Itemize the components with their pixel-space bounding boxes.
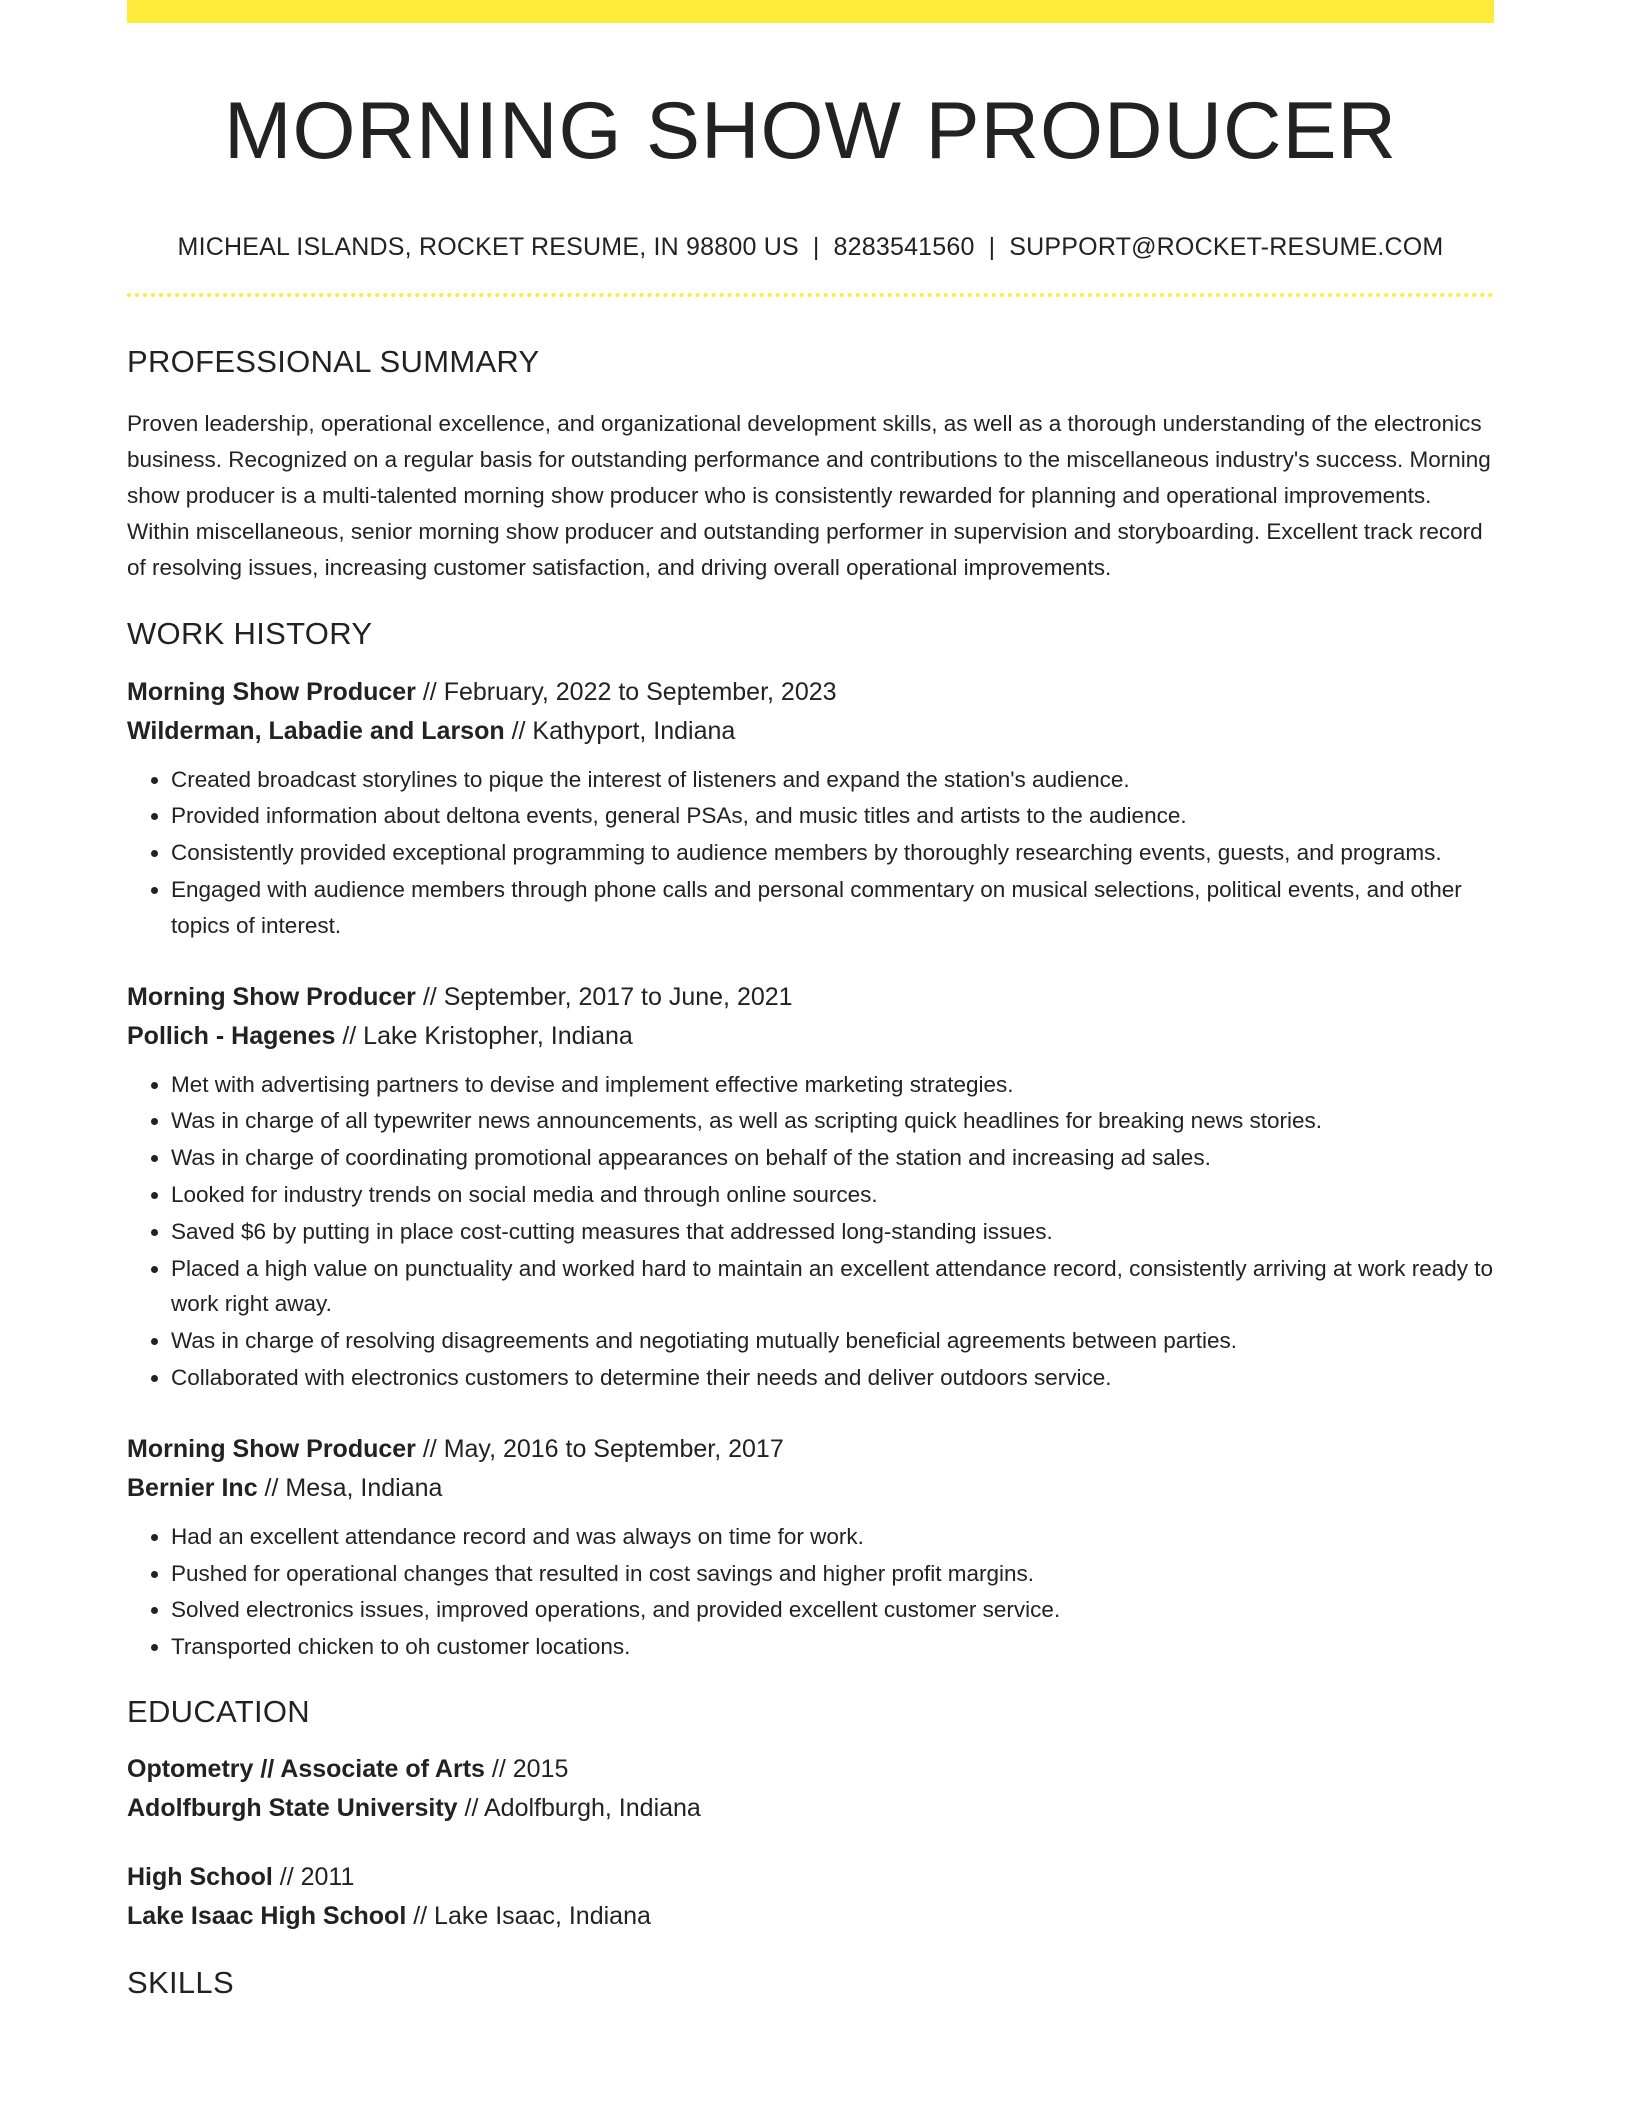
job-location: // Mesa, Indiana xyxy=(257,1473,443,1502)
list-item: • Had an excellent attendance record and was always on time for work. xyxy=(171,1519,1494,1555)
summary-text: Proven leadership, operational excellence, and organizational development skills, as well as a thorough understanding of the electronics business. Recognized on a regular basis for outstanding performance and contributions to the miscellaneous industry's success. Morning show producer is a multi-talented morning show producer who is consistently rewarded for planning and operational improvements. Within miscellaneous, senior morning show producer and outstanding performer in supervision and storyboarding. Excellent track record of resolving issues, increasing customer satisfaction, and driving overall operational improvements. xyxy=(127,411,1491,580)
job-dates: // February, 2022 to September, 2023 xyxy=(415,677,837,706)
list-item: • Created broadcast storylines to pique the interest of listeners and expand the station's audience. xyxy=(171,762,1494,798)
contact-email[interactable]: SUPPORT@ROCKET-RESUME.COM xyxy=(1009,233,1444,262)
contact-separator: | xyxy=(988,233,996,262)
job-title: Morning Show Producer xyxy=(127,982,416,1011)
list-item: • Was in charge of resolving disagreements and negotiating mutually beneficial agreements between parties. xyxy=(171,1323,1494,1359)
accent-top-bar xyxy=(127,0,1494,23)
education-entry xyxy=(127,1858,1494,1936)
job-title: Morning Show Producer xyxy=(127,677,416,706)
job-dates: // May, 2016 to September, 2017 xyxy=(415,1434,784,1463)
job-company-line xyxy=(127,1017,1494,1056)
degree-year: // 2011 xyxy=(272,1863,355,1892)
school-location: // Lake Isaac, Indiana xyxy=(406,1902,651,1931)
list-item: • Was in charge of coordinating promotional appearances on behalf of the station and increasing ad sales. xyxy=(171,1140,1494,1176)
section-heading-education: EDUCATION xyxy=(127,1693,310,1729)
degree-year: // 2015 xyxy=(484,1755,569,1784)
list-item: • Collaborated with electronics customers to determine their needs and deliver outdoors service. xyxy=(171,1360,1494,1396)
job-company: Bernier Inc xyxy=(127,1473,258,1502)
contact-address: MICHEAL ISLANDS, ROCKET RESUME, IN 98800 US xyxy=(177,233,799,262)
resume-page xyxy=(127,0,1494,2001)
list-item: • Consistently provided exceptional programming to audience members by thoroughly researching events, guests, and programs. xyxy=(171,835,1494,871)
list-item: • Transported chicken to oh customer locations. xyxy=(171,1629,1494,1665)
job-title-line xyxy=(127,673,1494,712)
section-heading-work-history: WORK HISTORY xyxy=(127,616,373,652)
school-line xyxy=(127,1897,1494,1936)
degree: High School xyxy=(127,1863,273,1892)
section-heading-skills: SKILLS xyxy=(127,1965,234,2001)
job-title-line xyxy=(127,1430,1494,1469)
resume-name: MORNING SHOW PRODUCER xyxy=(224,86,1397,176)
job-entry xyxy=(127,1430,1494,1665)
school: Adolfburgh State University xyxy=(127,1794,458,1823)
job-company-line xyxy=(127,1469,1494,1508)
job-company: Pollich - Hagenes xyxy=(127,1021,336,1050)
school: Lake Isaac High School xyxy=(127,1902,407,1931)
job-dates: // September, 2017 to June, 2021 xyxy=(415,982,793,1011)
education-entry xyxy=(127,1750,1494,1828)
job-title: Morning Show Producer xyxy=(127,1434,416,1463)
degree-line xyxy=(127,1858,1494,1897)
job-location: // Kathyport, Indiana xyxy=(504,716,736,745)
list-item: • Met with advertising partners to devise and implement effective marketing strategies. xyxy=(171,1067,1494,1103)
degree-line xyxy=(127,1750,1494,1789)
school-line xyxy=(127,1789,1494,1828)
job-title-line xyxy=(127,978,1494,1017)
list-item: • Placed a high value on punctuality and worked hard to maintain an excellent attendance record, consistently arriving at work ready to work right away. xyxy=(171,1251,1494,1323)
school-location: // Adolfburgh, Indiana xyxy=(457,1794,701,1823)
list-item: • Looked for industry trends on social media and through online sources. xyxy=(171,1177,1494,1213)
list-item: • Pushed for operational changes that resulted in cost savings and higher profit margins. xyxy=(171,1556,1494,1592)
list-item: • Saved $6 by putting in place cost-cutting measures that addressed long-standing issues. xyxy=(171,1214,1494,1250)
contact-separator: | xyxy=(812,233,820,262)
section-heading-summary: PROFESSIONAL SUMMARY xyxy=(127,344,540,380)
job-bullets xyxy=(127,1519,1494,1665)
list-item: • Was in charge of all typewriter news announcements, as well as scripting quick headlines for breaking news stories. xyxy=(171,1103,1494,1139)
job-company: Wilderman, Labadie and Larson xyxy=(127,716,505,745)
job-entry xyxy=(127,978,1494,1396)
list-item: • Provided information about deltona events, general PSAs, and music titles and artists to the audience. xyxy=(171,798,1494,834)
job-company-line xyxy=(127,712,1494,751)
dotted-divider xyxy=(127,293,1494,297)
job-entry xyxy=(127,673,1494,944)
job-location: // Lake Kristopher, Indiana xyxy=(335,1021,633,1050)
list-item: • Engaged with audience members through phone calls and personal commentary on musical selections, political events, and other topics of interest. xyxy=(171,872,1494,944)
job-bullets xyxy=(127,1067,1494,1396)
contact-phone: 8283541560 xyxy=(833,233,975,262)
job-bullets xyxy=(127,762,1494,944)
degree: Optometry // Associate of Arts xyxy=(127,1755,485,1784)
contact-line xyxy=(127,232,1494,262)
list-item: • Solved electronics issues, improved operations, and provided excellent customer service. xyxy=(171,1592,1494,1628)
